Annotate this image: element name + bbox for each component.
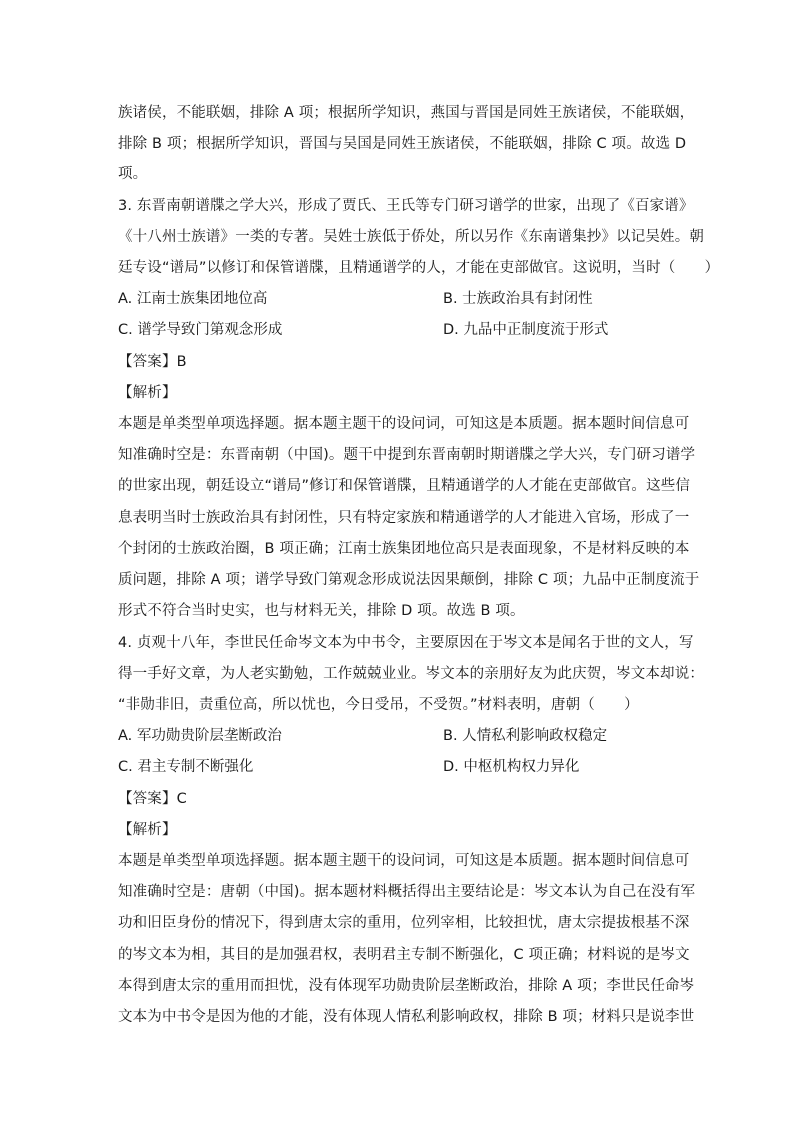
q3-analysis-line: 本题是单类型单项选择题。据本题主题干的设问词，可知这是本质题。据本题时间信息可 — [118, 416, 690, 432]
q3-option-d: D. 九品中正制度流于形式 — [443, 322, 609, 338]
text-line: 项。 — [118, 166, 148, 182]
q3-analysis-line: 形式不符合当时史实，也与材料无关，排除 D 项。故选 B 项。 — [118, 603, 525, 619]
q3-analysis-line: 质问题，排除 A 项；谱学导致门第观念形成说法因果颠倒，排除 C 项；九品中正制度流于 — [118, 572, 700, 588]
q4-analysis-line: 功和旧臣身份的情况下，得到唐太宗的重用，位列宰相，比较担忧，唐太宗提拔根基不深 — [118, 915, 690, 931]
q4-option-c: C. 君主专制不断强化 — [118, 759, 254, 775]
q3-analysis-line: 知准确时空是：东晋南朝（中国)。题干中提到东晋南朝时期谱牒之学大兴，专门研习谱学 — [118, 447, 696, 463]
text-line: 族诸侯，不能联姻，排除 A 项；根据所学知识，燕国与晋国是同姓王族诸侯，不能联姻， — [118, 105, 695, 121]
question-3-stem: 3. 东晋南朝谱牒之学大兴，形成了贾氏、王氏等专门研习谱学的世家，出现了《百家谱》 — [118, 198, 694, 214]
question-4-stem: 得一手好文章，为人老实勤勉，工作兢兢业业。岑文本的亲朋好友为此庆贺，岑文本却说： — [118, 666, 704, 682]
q4-option-b: B. 人情私利影响政权稳定 — [443, 728, 608, 744]
q4-analysis-line: 本得到唐太宗的重用而担忧，没有体现军功勋贵阶层垄断政治，排除 A 项；李世民任命岑 — [118, 978, 695, 994]
q3-analysis-line: 个封闭的士族政治圈，B 项正确；江南士族集团地位高只是表面现象，不是材料反映的本 — [118, 541, 690, 557]
q4-analysis-line: 知准确时空是：唐朝（中国)。据本题材料概括得出主要结论是：岑文本认为自己在没有军 — [118, 884, 696, 900]
question-3-stem: 《十八州士族谱》一类的专著。吴姓士族低于侨处，所以另作《东南谱集抄》以记吴姓。朝 — [118, 229, 704, 245]
q4-option-d: D. 中枢机构权力异化 — [443, 759, 580, 775]
q4-analysis-line: 本题是单类型单项选择题。据本题主题干的设问词，可知这是本质题。据本题时间信息可 — [118, 853, 690, 869]
text-line: 排除 B 项；根据所学知识，晋国与吴国是同姓王族诸侯，不能联姻，排除 C 项。故选 D — [118, 136, 687, 152]
question-3-stem: 廷专设“谱局”以修订和保管谱牒，且精通谱学的人，才能在吏部做官。这说明，当时（ ） — [118, 260, 720, 276]
question-4-stem: 4. 贞观十八年，李世民任命岑文本为中书令，主要原因在于岑文本是闻名于世的文人，写 — [118, 635, 694, 651]
q3-option-c: C. 谱学导致门第观念形成 — [118, 322, 283, 338]
q4-analysis-line: 的岑文本为相，其目的是加强君权，表明君主专制不断强化，C 项正确；材料说的是岑文 — [118, 947, 690, 963]
q4-answer: 【答案】C — [118, 791, 187, 807]
q4-analysis-line: 文本为中书令是因为他的才能，没有体现人情私利影响政权，排除 B 项；材料只是说李世 — [118, 1009, 695, 1025]
q3-analysis-heading: 【解析】 — [118, 385, 177, 401]
q3-option-b: B. 士族政治具有封闭性 — [443, 291, 593, 307]
q3-analysis-line: 息表明当时士族政治具有封闭性，只有特定家族和精通谱学的人才能进入官场，形成了一 — [118, 510, 690, 526]
q3-analysis-line: 的世家出现，朝廷设立“谱局”修订和保管谱牒，且精通谱学的人才能在吏部做官。这些信 — [118, 478, 691, 494]
q4-analysis-heading: 【解析】 — [118, 822, 177, 838]
q3-option-a: A. 江南士族集团地位高 — [118, 291, 268, 307]
q4-option-a: A. 军功勋贵阶层垄断政治 — [118, 728, 282, 744]
question-4-stem: “非勋非旧，责重位高，所以忧也，今日受吊，不受贺。”材料表明，唐朝（ ） — [118, 697, 639, 713]
q3-answer: 【答案】B — [118, 354, 187, 370]
